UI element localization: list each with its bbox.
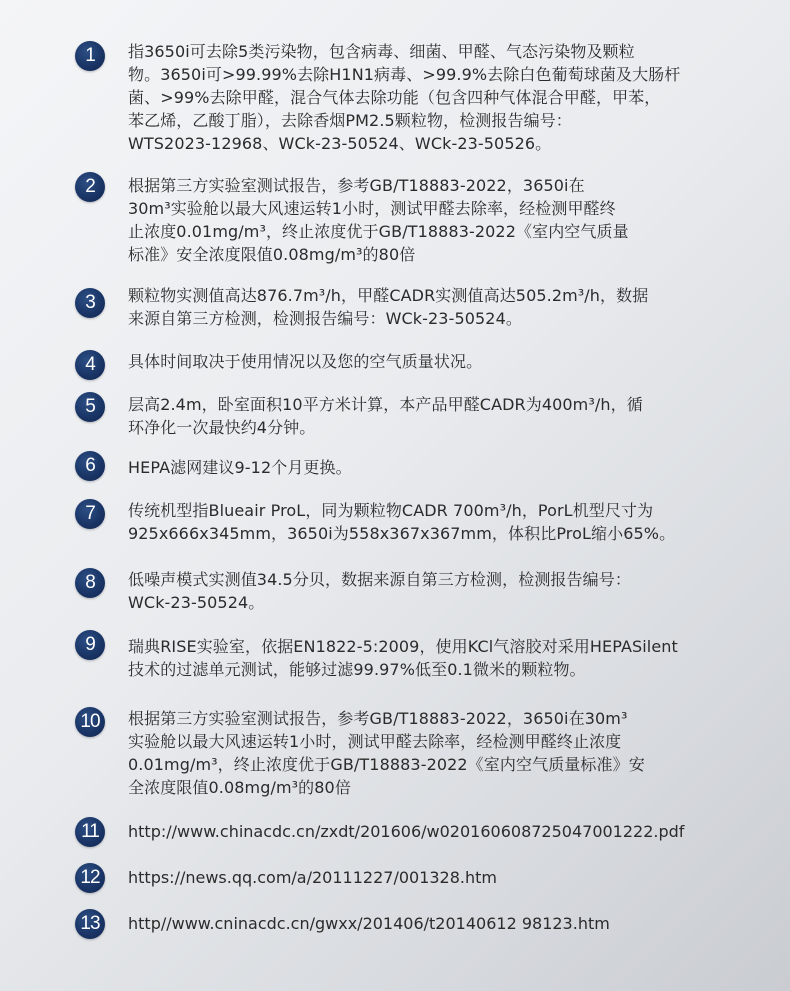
footnote-text: 传统机型指Blueair ProL，同为颗粒物CADR 700m³/h，PorL机型尺寸为 925x666x345mm，3650i为558x367x367mm，体积比ProL缩小65%。 [128,501,676,543]
footnote-text: HEPA滤网建议9-12个月更换。 [128,458,352,477]
footnote-link[interactable]: http//www.cninacdc.cn/gwxx/201406/t20140612 98123.htm [128,914,610,933]
footnote-number-badge: 7 [75,499,105,529]
footnote-number-badge: 8 [75,568,105,598]
footnote-link[interactable]: http://www.chinacdc.cn/zxdt/201606/w020160608725047001222.pdf [128,822,685,841]
footnote-number-badge: 4 [75,350,105,380]
footnote-number-badge: 2 [75,172,105,202]
footnote-text: 颗粒物实测值高达876.7m³/h，甲醛CADR实测值高达505.2m³/h，数据 来源自第三方检测，检测报告编号：WCk-23-50524。 [128,286,649,328]
footnote-number-badge: 10 [75,707,105,737]
footnote-text: 具体时间取决于使用情况以及您的空气质量状况。 [128,352,483,371]
footnote-number-badge: 9 [75,630,105,660]
footnote-number-badge: 12 [75,863,105,893]
footnote-text: 指3650i可去除5类污染物，包含病毒、细菌、甲醛、气态污染物及颗粒 物。3650i可>99.99%去除H1N1病毒、>99.9%去除白色葡萄球菌及大肠杆 菌、>99%去除甲醛，混合气体去除功能（包含四种气体混合甲醛，甲苯， 苯乙烯，乙酸丁脂），去除香烟PM2.5颗粒物，检测报告编号： WTS2023-12968、WCk-23-50524、WCk-23-50526。 [128,42,681,153]
footnote-text: 层高2.4m，卧室面积10平方米计算，本产品甲醛CADR为400m³/h，循 环净化一次最快约4分钟。 [128,395,643,437]
footnote-number-badge: 1 [75,41,105,71]
footnote-text: 瑞典RISE实验室，依据EN1822-5:2009，使用KCl气溶胶对采用HEPASilent 技术的过滤单元测试，能够过滤99.97%低至0.1微米的颗粒物。 [128,637,678,679]
footnote-number-badge: 3 [75,288,105,318]
footnote-text: 根据第三方实验室测试报告，参考GB/T18883-2022，3650i在30m³ 实验舱以最大风速运转1小时，测试甲醛去除率，经检测甲醛终止浓度 0.01mg/m³，终止浓度优于GB/T18883-2022《室内空气质量标准》安 全浓度限值0.08mg/m³的80倍 [128,709,645,797]
footnote-number-badge: 6 [75,451,105,481]
footnote-text: 低噪声模式实测值34.5分贝，数据来源自第三方检测，检测报告编号： WCk-23-50524。 [128,570,631,612]
footnote-number-badge: 11 [75,817,105,847]
footnote-number-badge: 5 [75,392,105,422]
footnote-text: 根据第三方实验室测试报告，参考GB/T18883-2022，3650i在 30m³实验舱以最大风速运转1小时，测试甲醛去除率，经检测甲醛终 止浓度0.01mg/m³，终止浓度优于GB/T18883-2022《室内空气质量 标准》安全浓度限值0.08mg/m³的80倍 [128,176,629,264]
footnote-number-badge: 13 [75,909,105,939]
footnote-link[interactable]: https://news.qq.com/a/20111227/001328.htm [128,868,497,887]
